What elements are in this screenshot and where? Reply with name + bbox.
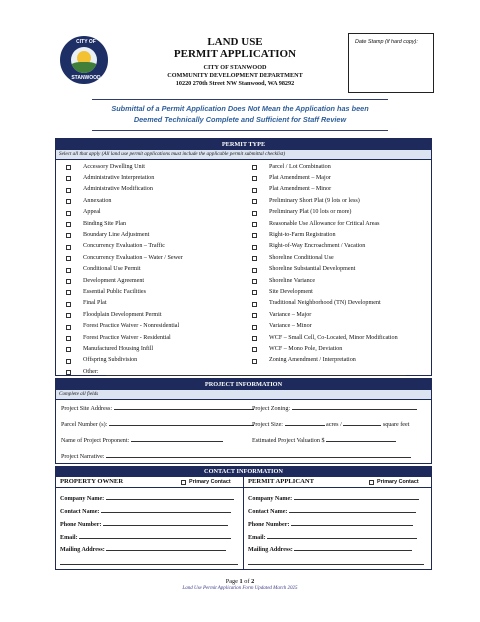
contact-divider: [243, 477, 244, 569]
right-permit-row[interactable]: [242, 299, 432, 310]
site-address-field[interactable]: [61, 406, 254, 412]
title-line1: LAND USE: [207, 36, 263, 48]
permit-checkbox[interactable]: [66, 290, 71, 295]
permit-label: Preliminary Short Plat (9 lots or less): [269, 197, 360, 204]
form-updated-note: Land Use Permit Application Form Updated March 2025: [182, 586, 298, 591]
narrative-line[interactable]: [106, 456, 411, 458]
applicant-contact-label: Contact Name:: [248, 509, 288, 515]
permit-type-instruction: Select all that apply (All land use permit applications must include the applicable permit submittal checklist): [56, 150, 431, 160]
page-number: [0, 578, 480, 585]
permit-label: Concurrency Evaluation – Traffic: [83, 243, 165, 250]
owner-company-field[interactable]: [60, 496, 234, 502]
permit-checkbox[interactable]: [252, 211, 257, 216]
left-permit-row[interactable]: [56, 173, 244, 184]
left-permit-row[interactable]: [56, 287, 244, 298]
permit-checkbox[interactable]: [252, 165, 257, 170]
valuation-field[interactable]: [252, 438, 396, 444]
permit-checkbox[interactable]: [252, 279, 257, 284]
owner-contact-label: Contact Name:: [60, 509, 100, 515]
zoning-line[interactable]: [292, 408, 417, 410]
right-permit-row[interactable]: [242, 356, 432, 367]
right-permit-row[interactable]: [242, 230, 432, 241]
page-of: of: [244, 578, 250, 585]
applicant-mailing-label: Mailing Address:: [248, 547, 293, 553]
right-permit-row[interactable]: [242, 276, 432, 287]
date-stamp-label: Date Stamp (if hard copy):: [355, 39, 418, 45]
title-line2: PERMIT APPLICATION: [173, 48, 297, 60]
permit-checkbox[interactable]: [252, 222, 257, 227]
right-permit-row[interactable]: [242, 196, 432, 207]
left-permit-row[interactable]: [56, 208, 244, 219]
permit-label: Forest Practice Waiver - Nonresidential: [83, 323, 180, 330]
permit-checkbox[interactable]: [252, 325, 257, 330]
applicant-primary-checkbox[interactable]: [369, 480, 374, 485]
left-permit-row[interactable]: [56, 367, 244, 378]
owner-contact-line[interactable]: [101, 511, 231, 513]
left-permit-row[interactable]: [56, 344, 244, 355]
narrative-field[interactable]: [61, 454, 411, 460]
left-permit-row[interactable]: [56, 333, 244, 344]
left-permit-row[interactable]: [56, 185, 244, 196]
permit-label: Other:: [83, 368, 99, 375]
notice-line2: Deemed Technically Complete and Sufficient for Staff Review: [133, 115, 347, 124]
owner-phone-label: Phone Number:: [60, 522, 102, 528]
right-permit-row[interactable]: [242, 173, 432, 184]
permit-type-section: [55, 138, 432, 376]
permit-label: Accessory Dwelling Unit: [83, 163, 145, 170]
permit-checkbox[interactable]: [252, 268, 257, 273]
applicant-contact-field[interactable]: [248, 509, 416, 515]
page-prefix: Page: [225, 578, 238, 585]
permit-label: Conditional Use Permit: [83, 266, 141, 273]
logo-bottom-text: STANWOOD: [71, 75, 101, 81]
owner-email-line[interactable]: [79, 537, 231, 539]
permit-checkbox[interactable]: [66, 176, 71, 181]
permit-checkbox[interactable]: [66, 359, 71, 364]
right-permit-row[interactable]: [242, 265, 432, 276]
page-total: 2: [251, 578, 255, 585]
permit-checkbox[interactable]: [66, 188, 71, 193]
parcel-line[interactable]: [109, 424, 254, 426]
site-address-line[interactable]: [114, 408, 254, 410]
acres-label: acres /: [326, 422, 342, 428]
owner-contact-field[interactable]: [60, 509, 231, 515]
permit-checkbox[interactable]: [66, 211, 71, 216]
owner-phone-line[interactable]: [103, 524, 228, 526]
applicant-company-field[interactable]: [248, 496, 419, 502]
permit-checkbox[interactable]: [252, 245, 257, 250]
city-logo: [60, 36, 108, 84]
permit-label: Plat Amendment – Major: [269, 174, 331, 181]
permit-label: Right-to-Farm Registration: [269, 231, 336, 238]
other-permit-line[interactable]: [106, 375, 406, 376]
square-feet-line[interactable]: [343, 424, 381, 426]
applicant-company-line[interactable]: [294, 498, 419, 500]
permit-checkbox[interactable]: [66, 233, 71, 238]
right-permit-row[interactable]: [242, 322, 432, 333]
valuation-label: Estimated Project Valuation $: [252, 438, 325, 444]
permit-label: Development Agreement: [83, 277, 145, 284]
applicant-mailing-field[interactable]: [248, 547, 412, 553]
applicant-email-label: Email:: [248, 535, 266, 541]
right-permit-row[interactable]: [242, 219, 432, 230]
permit-checkbox[interactable]: [252, 347, 257, 352]
project-info-section: [55, 378, 432, 464]
right-permit-row[interactable]: [242, 208, 432, 219]
date-stamp-box: [348, 33, 434, 93]
right-permit-row[interactable]: [242, 242, 432, 253]
owner-email-label: Email:: [60, 535, 78, 541]
applicant-primary-label: Primary Contact: [377, 479, 419, 485]
permit-label: Floodplain Development Permit: [83, 311, 162, 318]
owner-company-line[interactable]: [106, 498, 234, 500]
applicant-phone-field[interactable]: [248, 522, 413, 528]
notice-line1: Submittal of a Permit Application Does Not Mean the Application has been: [111, 104, 369, 113]
notice: [62, 103, 418, 125]
permit-label: Shoreline Variance: [269, 277, 316, 284]
permit-label: Appeal: [83, 209, 101, 216]
permit-checkbox[interactable]: [66, 245, 71, 250]
size-label: Project Size:: [252, 422, 283, 428]
permit-checkbox[interactable]: [66, 347, 71, 352]
permit-label: Zoning Amendment / Interpretation: [269, 357, 356, 364]
permit-checkbox[interactable]: [66, 336, 71, 341]
left-permit-row[interactable]: [56, 356, 244, 367]
permit-checkbox[interactable]: [252, 313, 257, 318]
right-permit-row[interactable]: [242, 287, 432, 298]
title-block: [120, 36, 350, 88]
right-permit-row[interactable]: [242, 310, 432, 321]
project-info-header: PROJECT INFORMATION: [56, 379, 431, 390]
applicant-contact-line[interactable]: [289, 511, 416, 513]
permit-label: Preliminary Plat (10 lots or more): [269, 209, 352, 216]
notice-top-rule: [92, 99, 388, 100]
permit-label: Site Development: [269, 288, 313, 295]
left-permit-row[interactable]: [56, 310, 244, 321]
narrative-label: Project Narrative:: [61, 454, 105, 460]
permit-checkbox[interactable]: [252, 176, 257, 181]
permit-label: Final Plat: [83, 300, 107, 307]
zoning-label: Project Zoning:: [252, 406, 291, 412]
logo-emblem: [71, 47, 97, 73]
permit-checkbox[interactable]: [66, 222, 71, 227]
permit-type-header: PERMIT TYPE: [56, 139, 431, 150]
left-permit-row[interactable]: [56, 265, 244, 276]
right-permit-row[interactable]: [242, 344, 432, 355]
right-permit-row[interactable]: [242, 253, 432, 264]
parcel-label: Parcel Number (s):: [61, 422, 108, 428]
permit-label: Shoreline Substantial Development: [269, 266, 356, 273]
owner-phone-field[interactable]: [60, 522, 228, 528]
permit-checkbox[interactable]: [252, 256, 257, 261]
applicant-header: [244, 477, 431, 488]
permit-checkbox[interactable]: [66, 302, 71, 307]
owner-primary-checkbox[interactable]: [181, 480, 186, 485]
logo-top-text: CITY OF: [76, 39, 96, 45]
proponent-label: Name of Project Proponent:: [61, 438, 130, 444]
parcel-field[interactable]: [61, 422, 254, 428]
permit-label: Variance – Minor: [269, 323, 312, 330]
applicant-phone-label: Phone Number:: [248, 522, 290, 528]
zoning-field[interactable]: [252, 406, 417, 412]
permit-checkbox[interactable]: [66, 165, 71, 170]
left-permit-row[interactable]: [56, 230, 244, 241]
org-department: COMMUNITY DEVELOPMENT DEPARTMENT: [167, 72, 303, 79]
permit-checkbox[interactable]: [252, 233, 257, 238]
page-current: 1: [239, 578, 243, 585]
owner-mailing-line2[interactable]: [60, 564, 238, 565]
valuation-line[interactable]: [326, 440, 396, 442]
permit-checkbox[interactable]: [66, 199, 71, 204]
applicant-phone-line[interactable]: [291, 524, 413, 526]
contact-info-header: CONTACT INFORMATION: [56, 467, 431, 477]
left-permit-row[interactable]: [56, 162, 244, 173]
permit-checkbox[interactable]: [252, 290, 257, 295]
right-permit-row[interactable]: [242, 333, 432, 344]
permit-label: Administrative Interpretation: [83, 174, 155, 181]
permit-checkbox[interactable]: [66, 268, 71, 273]
left-permit-row[interactable]: [56, 219, 244, 230]
applicant-email-field[interactable]: [248, 535, 417, 541]
owner-mailing-field[interactable]: [60, 547, 226, 553]
permit-label: Traditional Neighborhood (TN) Development: [269, 300, 381, 307]
permit-checkbox[interactable]: [252, 359, 257, 364]
permit-label: Annexation: [83, 197, 112, 204]
permit-label: Administrative Modification: [83, 186, 153, 193]
project-info-instruction: Complete all fields: [56, 390, 431, 400]
owner-email-field[interactable]: [60, 535, 231, 541]
square-feet-label: square feet: [382, 422, 410, 428]
applicant-title: PERMIT APPLICANT: [248, 478, 315, 485]
permit-label: Right-of-Way Encroachment / Vacation: [269, 243, 366, 250]
permit-checkbox[interactable]: [252, 199, 257, 204]
permit-label: Shoreline Conditional Use: [269, 254, 334, 261]
permit-label: Forest Practice Waiver - Residential: [83, 334, 171, 341]
size-field[interactable]: [252, 422, 409, 428]
right-permit-row[interactable]: [242, 162, 432, 173]
left-permit-row[interactable]: [56, 299, 244, 310]
permit-label: Essential Public Facilities: [83, 288, 146, 295]
permit-checkbox[interactable]: [252, 302, 257, 307]
permit-label: Manufactured Housing Infill: [83, 345, 154, 352]
owner-company-label: Company Name:: [60, 496, 105, 502]
proponent-line[interactable]: [131, 440, 223, 442]
permit-label: Binding Site Plan: [83, 220, 126, 227]
org-name: CITY OF STANWOOD: [203, 64, 267, 71]
applicant-email-line[interactable]: [267, 537, 417, 539]
permit-label: Plat Amendment – Minor: [269, 186, 332, 193]
proponent-field[interactable]: [61, 438, 223, 444]
permit-label: Reasonable Use Allowance for Critical Areas: [269, 220, 380, 227]
left-permit-row[interactable]: [56, 196, 244, 207]
permit-label: WCF – Small Cell, Co-Located, Minor Modification: [269, 334, 398, 341]
permit-label: Variance – Major: [269, 311, 312, 318]
owner-mailing-label: Mailing Address:: [60, 547, 105, 553]
acres-line[interactable]: [285, 424, 325, 426]
org-address: 10220 270th Street NW Stanwood, WA 98292: [175, 80, 295, 87]
permit-label: Concurrency Evaluation – Water / Sewer: [83, 254, 183, 261]
permit-label: WCF – Mono Pole, Deviation: [269, 345, 343, 352]
permit-label: Offspring Subdivision: [83, 357, 138, 364]
permit-checkbox[interactable]: [66, 256, 71, 261]
applicant-company-label: Company Name:: [248, 496, 293, 502]
owner-header: [56, 477, 243, 488]
owner-title: PROPERTY OWNER: [60, 478, 124, 485]
left-permit-row[interactable]: [56, 253, 244, 264]
permit-checkbox[interactable]: [252, 188, 257, 193]
site-address-label: Project Site Address:: [61, 406, 113, 412]
notice-bottom-rule: [92, 130, 388, 131]
permit-label: Parcel / Lot Combination: [269, 163, 331, 170]
contact-info-section: [55, 466, 432, 570]
permit-label: Boundary Line Adjustment: [83, 231, 150, 238]
permit-checkbox[interactable]: [252, 336, 257, 341]
permit-checkbox[interactable]: [66, 279, 71, 284]
applicant-mailing-line2[interactable]: [248, 564, 424, 565]
left-permit-row[interactable]: [56, 242, 244, 253]
right-permit-row[interactable]: [242, 185, 432, 196]
owner-primary-label: Primary Contact: [189, 479, 231, 485]
applicant-mailing-line[interactable]: [294, 549, 412, 551]
permit-checkbox[interactable]: [66, 313, 71, 318]
left-permit-row[interactable]: [56, 276, 244, 287]
left-permit-row[interactable]: [56, 322, 244, 333]
owner-mailing-line[interactable]: [106, 549, 226, 551]
permit-checkbox[interactable]: [66, 325, 71, 330]
permit-checkbox[interactable]: [66, 370, 71, 375]
